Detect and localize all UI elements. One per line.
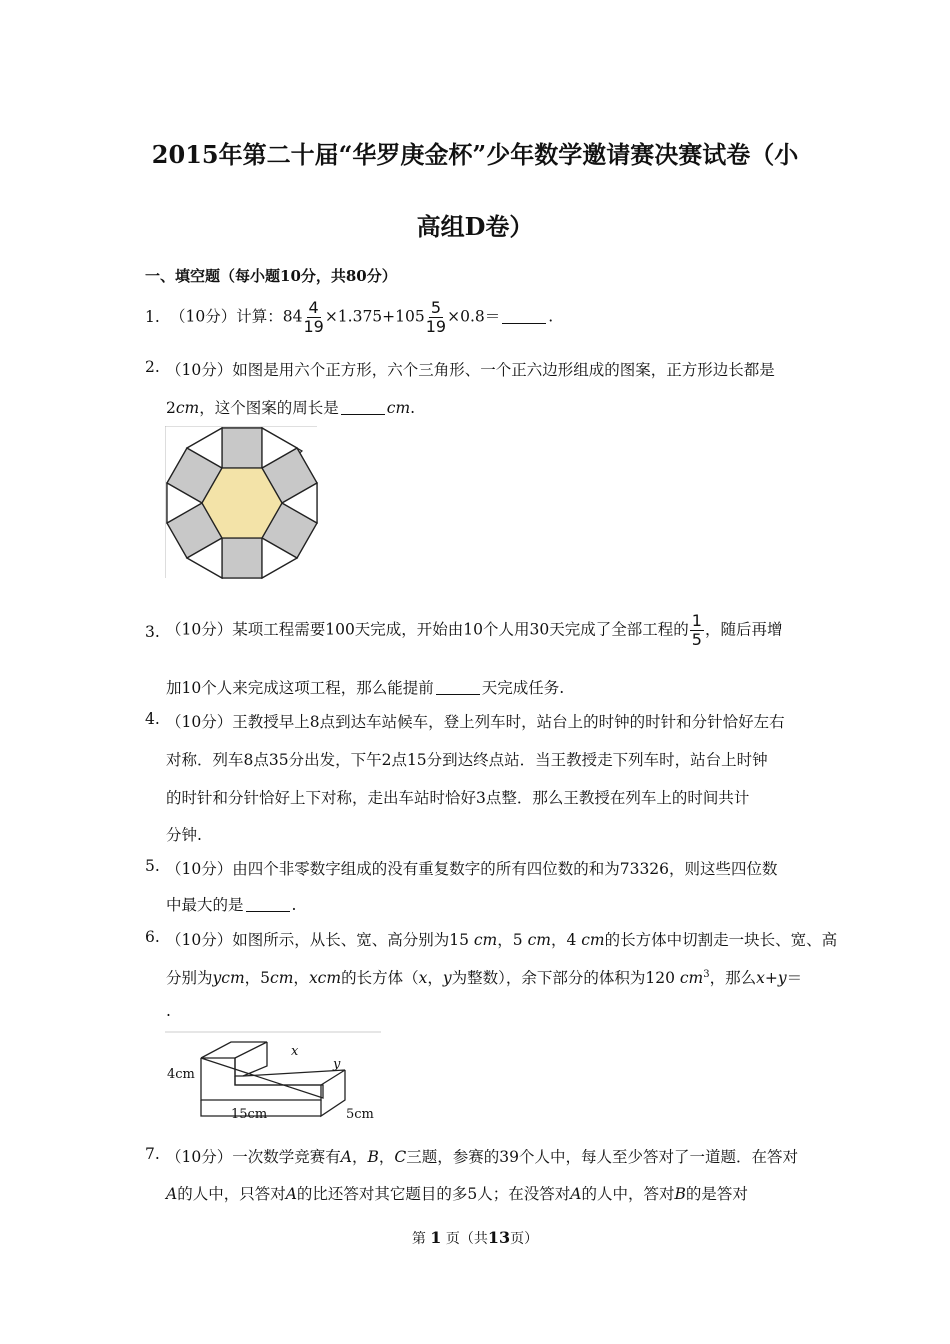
q2-text-a: 2 [166, 399, 176, 417]
label-y: y [333, 1057, 341, 1072]
q6-text-g: ， [293, 969, 309, 987]
question-4-line3: 的时针和分针恰好上下对称，走出车站时恰好3点整．那么王教授在列车上的时间共计 [166, 789, 750, 807]
q7-text-a: （10分）一次数学竞赛有 [166, 1148, 341, 1166]
question-3-number: 3. [145, 623, 160, 641]
question-4-line2: 对称．列车8点35分出发，下午2点15分到达终点站．当王教授走下列车时，站台上时钟 [166, 751, 768, 769]
footer-total-pages: 13 [487, 1228, 511, 1247]
q7-A: A [166, 1185, 178, 1203]
q6-text-l: ＝ [786, 969, 803, 987]
q6-unit: cm [527, 931, 551, 949]
q6-x: x [418, 969, 428, 987]
q3-frac-den: 5 [691, 630, 702, 649]
q1-text-c: ×0.8＝ [447, 307, 501, 326]
label-x: x [291, 1044, 299, 1059]
q5-text-a: 中最大的是 [166, 896, 244, 914]
q6-unit: cm [581, 931, 605, 949]
question-4-line1: （10分）王教授早上8点到达车站候车，登上列车时，站台上的时钟的时针和分针恰好左右 [166, 713, 785, 731]
q6-text-j: 为整数），余下部分的体积为120 [451, 969, 680, 987]
q1-text-a: （10分）计算：84 [170, 307, 303, 326]
q1-frac2-den: 19 [425, 317, 447, 336]
page-title-line2: 高组D卷） [416, 212, 534, 241]
question-2-line2 [166, 396, 415, 418]
question-2-line1: （10分）如图是用六个正方形，六个三角形、一个正六边形组成的图案，正方形边长都是 [166, 361, 775, 379]
q1-text-d: . [548, 307, 554, 326]
q6-text-b: ，5 [497, 931, 528, 949]
q6-text-e: 分别为 [166, 969, 213, 987]
question-6-number: 6. [145, 928, 160, 946]
q7-A: A [340, 1148, 352, 1166]
question-4-number: 4. [145, 710, 160, 728]
question-6-line2 [166, 966, 802, 988]
q2-unit2: cm [386, 399, 411, 417]
q1-frac1-den: 19 [303, 317, 324, 336]
q3-text-a: （10分）某项工程需要100天完成，开始由10个人用30天完成了全部工程的 [166, 620, 689, 639]
question-7-number: 7. [145, 1145, 160, 1163]
footer-text-a: 第 [411, 1231, 426, 1247]
answer-blank [341, 400, 385, 415]
question-6-line3: . [166, 1002, 171, 1020]
section-heading: 一、填空题（每小题10分，共80分） [145, 267, 397, 285]
q6-ycm: ycm [212, 969, 245, 987]
label-15cm: 15cm [231, 1107, 268, 1122]
q7-text-c: 的人中，只答对 [177, 1185, 286, 1203]
q6-unit: cm [679, 969, 704, 987]
figure-square [222, 428, 262, 468]
cuboid-figure [163, 1030, 383, 1125]
q1-text-b: ×1.375+105 [324, 307, 425, 326]
q6-xcm: xcm [308, 969, 342, 987]
q7-comma: ， [351, 1148, 368, 1166]
q6-text-a: （10分）如图所示，从长、宽、高分别为15 [166, 931, 474, 949]
footer-page-number: 1 [430, 1228, 442, 1247]
question-1-text [170, 299, 553, 336]
q2-text-b: ，这个图案的周长是 [199, 399, 339, 417]
q6-text-h: 的长方体（ [341, 969, 419, 987]
q6-y: y [442, 969, 452, 987]
q6-text-c: ，4 [550, 931, 582, 949]
q6-unit: cm [473, 931, 498, 949]
question-3-line1 [166, 612, 782, 649]
q1-fraction-1 [303, 299, 323, 336]
dodecagon-figure [165, 426, 320, 581]
label-5cm: 5cm [346, 1107, 374, 1122]
question-7-line1 [166, 1145, 798, 1167]
q3-text-c: 加10个人来完成这项工程，那么能提前 [166, 679, 434, 697]
q7-A: A [570, 1185, 582, 1203]
question-5-number: 5. [145, 857, 160, 875]
q6-unit: cm [270, 969, 294, 987]
question-5-line2 [166, 893, 296, 915]
q2-unit: cm [175, 399, 200, 417]
q7-text-b: 三题，参赛的39个人中，每人至少答对了一道题．在答对 [406, 1148, 798, 1166]
q6-text-i: ， [427, 969, 443, 987]
footer-text-c: 页） [510, 1231, 539, 1247]
page-title-line1: 2015年第二十届“华罗庚金杯”少年数学邀请赛决赛试卷（小 [151, 140, 799, 169]
answer-blank [436, 680, 480, 695]
question-5-line1: （10分）由四个非零数字组成的没有重复数字的所有四位数的和为73326，则这些四位数 [166, 860, 778, 878]
figure-square [222, 538, 262, 578]
q3-fraction [690, 612, 704, 649]
q6-text-k: ，那么 [709, 969, 757, 987]
label-4cm: 4cm [167, 1067, 195, 1082]
q7-text-d: 的比还答对其它题目的多5人；在没答对 [296, 1185, 571, 1203]
question-2-number: 2. [145, 358, 160, 376]
q6-xy: x+y [756, 969, 787, 987]
q6-text-f: ，5 [244, 969, 271, 987]
q1-frac2-num: 5 [430, 298, 442, 317]
q5-text-b: . [291, 896, 297, 914]
page-footer [0, 1228, 950, 1248]
q3-text-d: 天完成任务. [481, 679, 565, 697]
q1-fraction-2 [426, 299, 446, 336]
question-3-line2 [166, 676, 564, 698]
footer-text-b: 页（共 [445, 1231, 488, 1247]
q3-text-b: ，随后再增 [704, 620, 783, 639]
q7-comma: ， [378, 1148, 395, 1166]
q6-superscript: 3 [703, 968, 710, 980]
q6-text-d: 的长方体中切割走一块长、宽、高 [604, 931, 838, 949]
answer-blank [502, 309, 546, 324]
q7-C: C [394, 1148, 407, 1166]
question-1-number: 1. [145, 308, 160, 326]
q7-text-f: 的是答对 [685, 1185, 748, 1203]
q1-frac1-num: 4 [308, 298, 319, 317]
question-6-line1 [166, 928, 837, 950]
q7-B: B [674, 1185, 686, 1203]
q7-text-e: 的人中，答对 [581, 1185, 675, 1203]
q3-frac-num: 1 [691, 611, 702, 630]
q7-B: B [367, 1148, 379, 1166]
question-4-line4: 分钟. [166, 826, 202, 844]
question-7-line2 [166, 1182, 748, 1204]
q2-text-c: . [410, 399, 416, 417]
q7-A: A [285, 1185, 297, 1203]
answer-blank [246, 897, 290, 912]
